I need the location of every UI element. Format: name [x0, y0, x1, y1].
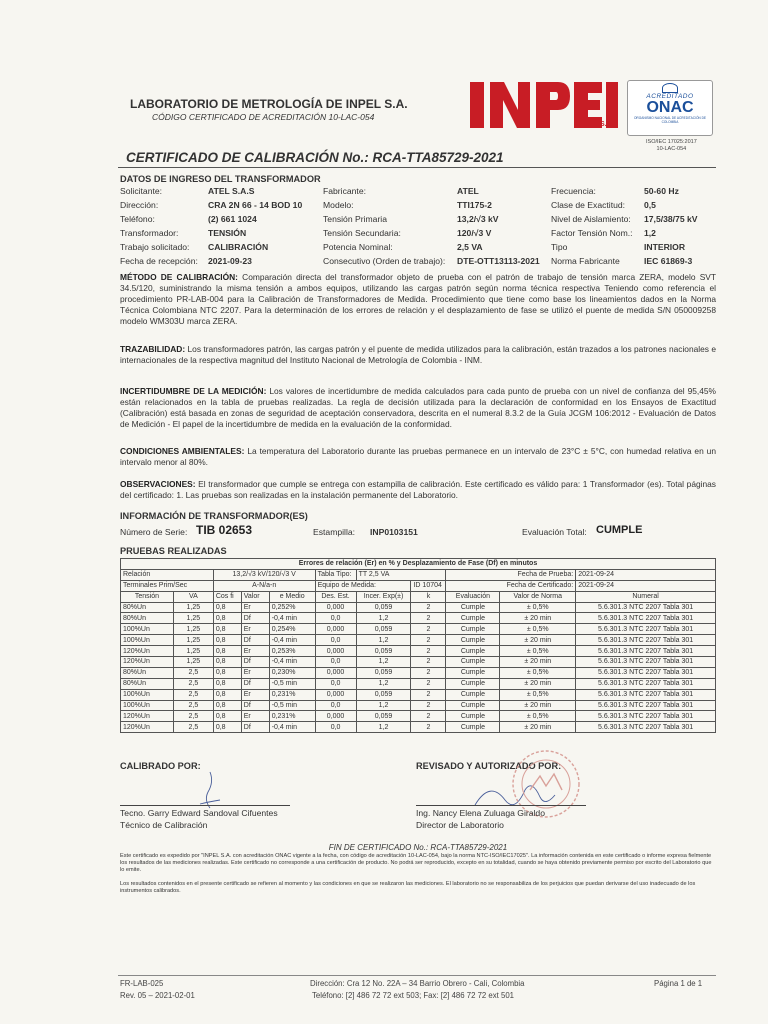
table-cell: Er: [241, 624, 269, 635]
table-cell: Er: [241, 711, 269, 722]
equipo-label: Equipo de Medida:: [315, 580, 411, 591]
metodo-label: MÉTODO DE CALIBRACIÓN:: [120, 272, 238, 282]
table-cell: Cumple: [446, 667, 500, 678]
metodo-text: Comparación directa del transformador objeto de prueba con el patrón de trabajo de tensión marca ZERA, modelo SVT 34.5/120, suministrando la misma tensión a ambos equipos, utilizando las cargas patrón según norma técnica respectiva Teniendo como referencia el procedimiento PR-LAB-004 para la Calibración de Transformadores de Medida. Procedimiento que tiene como base los lineamientos dados en la Norma Técnica Colombiana NTC 2207. Para la determinación de los errores de relación y el desplazamiento de fase se utilizó el puente de medida S/N 050009258 modelo WM303U marca ZERA.: [120, 272, 716, 326]
inpel-logo: [470, 78, 622, 132]
table-cell: 1,2: [356, 700, 411, 711]
col-header: Tensión: [121, 591, 174, 602]
table-cell: 1,2: [356, 678, 411, 689]
frecuencia-label: Frecuencia:: [551, 186, 596, 196]
table-cell: Cumple: [446, 689, 500, 700]
table-cell: 0,059: [356, 711, 411, 722]
table-cell: -0,5 min: [269, 700, 315, 711]
table-cell: 5.6.301.3 NTC 2207 Tabla 301: [576, 711, 716, 722]
col-header: VA: [173, 591, 213, 602]
table-cell: 1,25: [173, 635, 213, 646]
table-cell: 0,000: [315, 689, 356, 700]
onac-sub: ORGANISMO NACIONAL DE ACREDITACIÓN DE COLOMBIA: [633, 116, 707, 124]
table-cell: 2: [411, 646, 446, 657]
table-row: [121, 635, 716, 646]
table-cell: Cumple: [446, 722, 500, 733]
footer-phone: Teléfono: [2] 486 72 72 ext 503; Fax: [2] 486 72 72 ext 501: [312, 991, 514, 1000]
table-row: [121, 700, 716, 711]
table-cell: 5.6.301.3 NTC 2207 Tabla 301: [576, 657, 716, 668]
condiciones-label: CONDICIONES AMBIENTALES:: [120, 446, 245, 456]
table-cell: 0,0: [315, 722, 356, 733]
table-cell: 0,059: [356, 689, 411, 700]
col-header: e Medio: [269, 591, 315, 602]
table-cell: 1,25: [173, 657, 213, 668]
table-cell: 0,8: [213, 700, 241, 711]
table-cell: 2,5: [173, 722, 213, 733]
table-cell: 2,5: [173, 700, 213, 711]
incertidumbre-paragraph: [120, 386, 716, 430]
table-cell: Df: [241, 635, 269, 646]
modelo-value: TTI175-2: [457, 200, 492, 210]
trabajo-label: Trabajo solicitado:: [120, 242, 190, 252]
potencia-value: 2,5 VA: [457, 242, 483, 252]
table-cell: 1,25: [173, 646, 213, 657]
table-cell: 5.6.301.3 NTC 2207 Tabla 301: [576, 700, 716, 711]
trazabilidad-paragraph: [120, 344, 716, 366]
col-header: Valor de Norma: [500, 591, 576, 602]
table-cell: 5.6.301.3 NTC 2207 Tabla 301: [576, 678, 716, 689]
table-cell: -0,4 min: [269, 635, 315, 646]
table-cell: 0,8: [213, 711, 241, 722]
table-cell: 0,000: [315, 667, 356, 678]
director-signature-line: [416, 805, 586, 806]
estampilla-value: INP0103151: [370, 527, 418, 537]
table-cell: 0,8: [213, 657, 241, 668]
modelo-label: Modelo:: [323, 200, 354, 210]
table-cell: Cumple: [446, 700, 500, 711]
col-header: Des. Est.: [315, 591, 356, 602]
telefono-value: (2) 661 1024: [208, 214, 257, 224]
tension-secundaria-label: Tensión Secundaria:: [323, 228, 401, 238]
table-cell: 100%Un: [121, 700, 174, 711]
aislamiento-value: 17,5/38/75 kV: [644, 214, 698, 224]
director-name: Ing. Nancy Elena Zuluaga Giraldo: [416, 808, 545, 818]
table-cell: 100%Un: [121, 635, 174, 646]
table-cell: ± 20 min: [500, 635, 576, 646]
title-divider: [118, 167, 716, 168]
terminales-label: Terminales Prim/Sec: [121, 580, 214, 591]
table-row: [121, 722, 716, 733]
iso-line2: 10-LAC-054: [656, 145, 687, 152]
observaciones-text: El transformador que cumple se entrega con estampilla de calibración. Este certificado es válido para: 1 Transformador (es). Total páginas del certificado: 1. Las pruebas son realizadas en la instalación permanente del Laboratorio.: [120, 479, 716, 500]
table-cell: Cumple: [446, 624, 500, 635]
table-cell: 5.6.301.3 NTC 2207 Tabla 301: [576, 624, 716, 635]
solicitante-label: Solicitante:: [120, 186, 163, 196]
estampilla-label: Estampilla:: [313, 527, 356, 537]
observaciones-label: OBSERVACIONES:: [120, 479, 196, 489]
fecha-cert-label: Fecha de Certificado:: [446, 580, 576, 591]
tabla-tipo-label: Tabla Tipo:: [315, 569, 356, 580]
table-cell: 120%Un: [121, 711, 174, 722]
table-cell: 0,8: [213, 667, 241, 678]
table-cell: 2: [411, 635, 446, 646]
table-cell: 120%Un: [121, 646, 174, 657]
table-cell: 0,059: [356, 624, 411, 635]
form-code: FR-LAB-025: [120, 979, 164, 988]
table-cell: 2: [411, 657, 446, 668]
table-cell: 0,8: [213, 635, 241, 646]
fabricante-label: Fabricante:: [323, 186, 366, 196]
footer-divider: [118, 975, 716, 976]
table-cell: 5.6.301.3 NTC 2207 Tabla 301: [576, 667, 716, 678]
table-cell: 0,8: [213, 602, 241, 613]
onac-top: ACREDITADO: [646, 93, 694, 100]
iso-stamp: [646, 139, 697, 152]
fecha-cert-value: 2021-09-24: [576, 580, 716, 591]
table-cell: 5.6.301.3 NTC 2207 Tabla 301: [576, 646, 716, 657]
table-cell: 2: [411, 624, 446, 635]
table-cell: 2: [411, 722, 446, 733]
table-body: [121, 602, 716, 733]
table-cell: ± 0,5%: [500, 689, 576, 700]
tabla-tipo-value: TT 2,5 VA: [356, 569, 446, 580]
col-header: Incer. Exp(±): [356, 591, 411, 602]
table-cell: 80%Un: [121, 678, 174, 689]
table-cell: Df: [241, 657, 269, 668]
table-cell: 2: [411, 700, 446, 711]
table-cell: 1,25: [173, 624, 213, 635]
table-cell: 80%Un: [121, 613, 174, 624]
table-cell: 0,0: [315, 613, 356, 624]
col-header: Valor: [241, 591, 269, 602]
table-cell: 1,2: [356, 613, 411, 624]
table-cell: Er: [241, 667, 269, 678]
table-cell: ± 0,5%: [500, 602, 576, 613]
factor-label: Factor Tensión Nom.:: [551, 228, 633, 238]
table-cell: -0,4 min: [269, 722, 315, 733]
fin-text-2: Los resultados contenidos en el presente certificado se refieren al momento y las condiciones en que se realizaron las mediciones. El laboratorio no se responsabiliza de los perjuicios que puedan derivarse del uso inadecuado de los instrumentos calibrados.: [120, 881, 696, 894]
terminales-value: A-N/a-n: [213, 580, 315, 591]
onac-badge: [627, 80, 713, 136]
table-row: [121, 646, 716, 657]
equipo-value: ID 10704: [411, 580, 446, 591]
metodo-paragraph: [120, 272, 716, 327]
incertidumbre-text: Los valores de incertidumbre de medida calculados para cada punto de prueba con un nivel de confianza del 95,45% están relacionados en la tabla de pruebas realizadas. La regla de decisión utilizada para la declaración de conformidad en los Ensayos de Exactitud (Calibración) está basada en zonas de seguridad de aceptación conservadora, descrita en el numeral 8.3.2 de la Guía JCGM 106:2012 - Evaluación de Datos de Medición - El papel de la incertidumbre de medida en la evaluación de la conformidad.: [120, 386, 717, 429]
table-cell: Cumple: [446, 613, 500, 624]
table-cell: 0,254%: [269, 624, 315, 635]
table-row: [121, 657, 716, 668]
revision: Rev. 05 – 2021-02-01: [120, 991, 195, 1000]
relacion-label: Relación: [121, 569, 214, 580]
table-cell: 1,2: [356, 657, 411, 668]
table-row: [121, 624, 716, 635]
transformador-label: Transformador:: [120, 228, 179, 238]
relacion-value: 13,2/√3 kV/120/√3 V: [213, 569, 315, 580]
table-cell: Df: [241, 613, 269, 624]
table-cell: ± 0,5%: [500, 646, 576, 657]
table-cell: 1,2: [356, 722, 411, 733]
frecuencia-value: 50-60 Hz: [644, 186, 679, 196]
table-cell: Er: [241, 689, 269, 700]
table-cell: 1,2: [356, 635, 411, 646]
tecnico-name: Tecno. Garry Edward Sandoval Cifuentes: [120, 808, 278, 818]
table-cell: 0,0: [315, 635, 356, 646]
clase-value: 0,5: [644, 200, 656, 210]
trazabilidad-text: Los transformadores patrón, las cargas patrón y el puente de medida utilizados para la calibración, están trazados a los patrones nacionales e internacionales de la respectiva magnitud del Instituto Nacional de Metrología de Colombia - INM.: [120, 344, 717, 365]
table-cell: 0,8: [213, 646, 241, 657]
table-cell: 0,0: [315, 700, 356, 711]
fecha-prueba-label: Fecha de Prueba:: [446, 569, 576, 580]
table-cell: 5.6.301.3 NTC 2207 Tabla 301: [576, 635, 716, 646]
table-row: [121, 613, 716, 624]
revisado-label: REVISADO Y AUTORIZADO POR:: [416, 761, 562, 771]
table-cell: 5.6.301.3 NTC 2207 Tabla 301: [576, 602, 716, 613]
table-row: [121, 602, 716, 613]
potencia-label: Potencia Nominal:: [323, 242, 393, 252]
table-cell: 5.6.301.3 NTC 2207 Tabla 301: [576, 613, 716, 624]
col-header: k: [411, 591, 446, 602]
table-cell: 2,5: [173, 711, 213, 722]
table-row: [121, 711, 716, 722]
incertidumbre-label: INCERTIDUMBRE DE LA MEDICIÓN:: [120, 386, 267, 396]
table-cell: 0,230%: [269, 667, 315, 678]
condiciones-paragraph: [120, 446, 716, 468]
factor-value: 1,2: [644, 228, 656, 238]
table-cell: ± 0,5%: [500, 667, 576, 678]
table-cell: 2: [411, 602, 446, 613]
evaluacion-value: CUMPLE: [596, 524, 643, 536]
table-header-row: [121, 591, 716, 602]
relacion-row: [121, 569, 716, 580]
table-cell: 0,0: [315, 678, 356, 689]
condiciones-text: La temperatura del Laboratorio durante las pruebas permanece en un intervalo de 23°C ± 5°C, con humedad relativa en un intervalo menor al 80%.: [120, 446, 716, 467]
table-cell: 0,231%: [269, 689, 315, 700]
table-cell: ± 20 min: [500, 613, 576, 624]
table-cell: 0,253%: [269, 646, 315, 657]
table-cell: Cumple: [446, 646, 500, 657]
table-cell: ± 0,5%: [500, 624, 576, 635]
logo-suffix: S.A.: [600, 121, 614, 128]
serie-label: Número de Serie:: [120, 527, 188, 537]
table-cell: 2: [411, 678, 446, 689]
aislamiento-label: Nivel de Aislamiento:: [551, 214, 631, 224]
table-row: [121, 689, 716, 700]
fecha-prueba-value: 2021-09-24: [576, 569, 716, 580]
calibrado-label: CALIBRADO POR:: [120, 761, 201, 771]
norma-label: Norma Fabricante: [551, 256, 620, 266]
table-cell: 100%Un: [121, 689, 174, 700]
table-cell: 2: [411, 689, 446, 700]
table-cell: 0,000: [315, 624, 356, 635]
table-cell: 2,5: [173, 689, 213, 700]
iso-line1: ISO/IEC 17025:2017: [646, 139, 697, 145]
table-cell: 0,8: [213, 678, 241, 689]
onac-icon: [662, 83, 678, 93]
table-row: [121, 678, 716, 689]
onac-name: ONAC: [646, 99, 694, 116]
pruebas-section-title: PRUEBAS REALIZADAS: [120, 546, 227, 556]
table-cell: 1,25: [173, 613, 213, 624]
table-cell: -0,5 min: [269, 678, 315, 689]
trabajo-value: CALIBRACIÓN: [208, 242, 269, 252]
table-cell: 0,059: [356, 646, 411, 657]
table-cell: -0,4 min: [269, 613, 315, 624]
table-cell: 0,059: [356, 602, 411, 613]
table-cell: 2: [411, 613, 446, 624]
table-cell: 0,8: [213, 722, 241, 733]
norma-value: IEC 61869-3: [644, 256, 693, 266]
lab-name: LABORATORIO DE METROLOGÍA DE INPEL S.A.: [130, 97, 408, 111]
certificate-title: CERTIFICADO DE CALIBRACIÓN No.: RCA-TTA85729-2021: [126, 150, 504, 165]
fin-text-1: Este certificado es expedido por "INPEL S.A. con acreditación ONAC vigente a la fecha, con código de acreditación 10-LAC-054, bajo la norma NTC-ISO/IEC17025". La información contenida en este certificado o informe expresa fielmente los resultados de las mediciones realizadas. Este certificado no corresponde a una certificación de producto. No podrá ser reproducido, excepto en su totalidad, cuando se haya obtenido previamente permiso por escrito del Laboratorio que lo emite.: [120, 853, 712, 873]
tipo-value: INTERIOR: [644, 242, 686, 252]
tipo-label: Tipo: [551, 242, 568, 252]
tension-secundaria-value: 120/√3 V: [457, 228, 492, 238]
clase-label: Clase de Exactitud:: [551, 200, 626, 210]
table-cell: 2: [411, 667, 446, 678]
col-header: Cos fi: [213, 591, 241, 602]
table-cell: ± 20 min: [500, 722, 576, 733]
table-cell: 0,059: [356, 667, 411, 678]
table-cell: 120%Un: [121, 722, 174, 733]
table-cell: Df: [241, 678, 269, 689]
table-cell: 0,8: [213, 613, 241, 624]
serie-value: TIB 02653: [196, 523, 253, 537]
table-row: [121, 667, 716, 678]
col-header: Evaluación: [446, 591, 500, 602]
fabricante-value: ATEL: [457, 186, 479, 196]
table-title: Errores de relación (Er) en % y Desplazamiento de Fase (Df) en minutos: [121, 559, 716, 570]
consecutivo-value: DTE-OTT13113-2021: [457, 256, 540, 266]
table-cell: 80%Un: [121, 667, 174, 678]
tension-primaria-value: 13,2/√3 kV: [457, 214, 499, 224]
table-cell: Cumple: [446, 711, 500, 722]
fecha-recepcion-label: Fecha de recepción:: [120, 256, 198, 266]
trazabilidad-label: TRAZABILIDAD:: [120, 344, 186, 354]
table-cell: Df: [241, 722, 269, 733]
table-cell: 5.6.301.3 NTC 2207 Tabla 301: [576, 722, 716, 733]
datos-section-title: DATOS DE INGRESO DEL TRANSFORMADOR: [120, 174, 321, 184]
tension-primaria-label: Tensión Primaria: [323, 214, 387, 224]
terminales-row: [121, 580, 716, 591]
table-cell: Cumple: [446, 657, 500, 668]
table-cell: 100%Un: [121, 624, 174, 635]
tecnico-signature-line: [120, 805, 290, 806]
table-cell: 0,8: [213, 624, 241, 635]
transformador-value: TENSIÓN: [208, 228, 247, 238]
table-cell: 5.6.301.3 NTC 2207 Tabla 301: [576, 689, 716, 700]
director-role: Director de Laboratorio: [416, 820, 504, 830]
table-cell: ± 20 min: [500, 657, 576, 668]
fin-title: FIN DE CERTIFICADO No.: RCA-TTA85729-2021: [328, 843, 508, 852]
info-section-title: INFORMACIÓN DE TRANSFORMADOR(ES): [120, 511, 308, 521]
table-cell: ± 0,5%: [500, 711, 576, 722]
table-title-row: [121, 559, 716, 570]
table-cell: 0,8: [213, 689, 241, 700]
table-cell: 2,5: [173, 667, 213, 678]
table-cell: Cumple: [446, 602, 500, 613]
table-cell: Df: [241, 700, 269, 711]
table-cell: 0,231%: [269, 711, 315, 722]
table-cell: 80%Un: [121, 602, 174, 613]
tecnico-role: Técnico de Calibración: [120, 820, 208, 830]
observaciones-paragraph: [120, 479, 716, 501]
direccion-label: Dirección:: [120, 200, 159, 210]
table-cell: 0,000: [315, 711, 356, 722]
consecutivo-label: Consecutivo (Orden de trabajo):: [323, 256, 446, 266]
table-cell: 0,000: [315, 602, 356, 613]
page-number: Página 1 de 1: [654, 979, 703, 988]
solicitante-value: ATEL S.A.S: [208, 186, 255, 196]
table-cell: ± 20 min: [500, 678, 576, 689]
table-cell: 0,000: [315, 646, 356, 657]
table-cell: 120%Un: [121, 657, 174, 668]
table-cell: Er: [241, 602, 269, 613]
direccion-value: CRA 2N 66 - 14 BOD 10: [208, 200, 303, 210]
pruebas-table: [120, 558, 716, 733]
fecha-recepcion-value: 2021-09-23: [208, 256, 252, 266]
table-cell: 0,0: [315, 657, 356, 668]
table-cell: Cumple: [446, 635, 500, 646]
table-cell: 0,252%: [269, 602, 315, 613]
table-cell: 1,25: [173, 602, 213, 613]
telefono-label: Teléfono:: [120, 214, 155, 224]
table-cell: Er: [241, 646, 269, 657]
table-cell: -0,4 min: [269, 657, 315, 668]
table-cell: 2: [411, 711, 446, 722]
evaluacion-label: Evaluación Total:: [522, 527, 587, 537]
col-header: Numeral: [576, 591, 716, 602]
footer-address: Dirección: Cra 12 No. 22A – 34 Barrio Obrero - Cali, Colombia: [310, 979, 525, 988]
table-cell: ± 20 min: [500, 700, 576, 711]
accreditation-code: CÓDIGO CERTIFICADO DE ACREDITACIÓN 10-LAC-054: [152, 112, 375, 122]
table-cell: Cumple: [446, 678, 500, 689]
table-cell: 2,5: [173, 678, 213, 689]
